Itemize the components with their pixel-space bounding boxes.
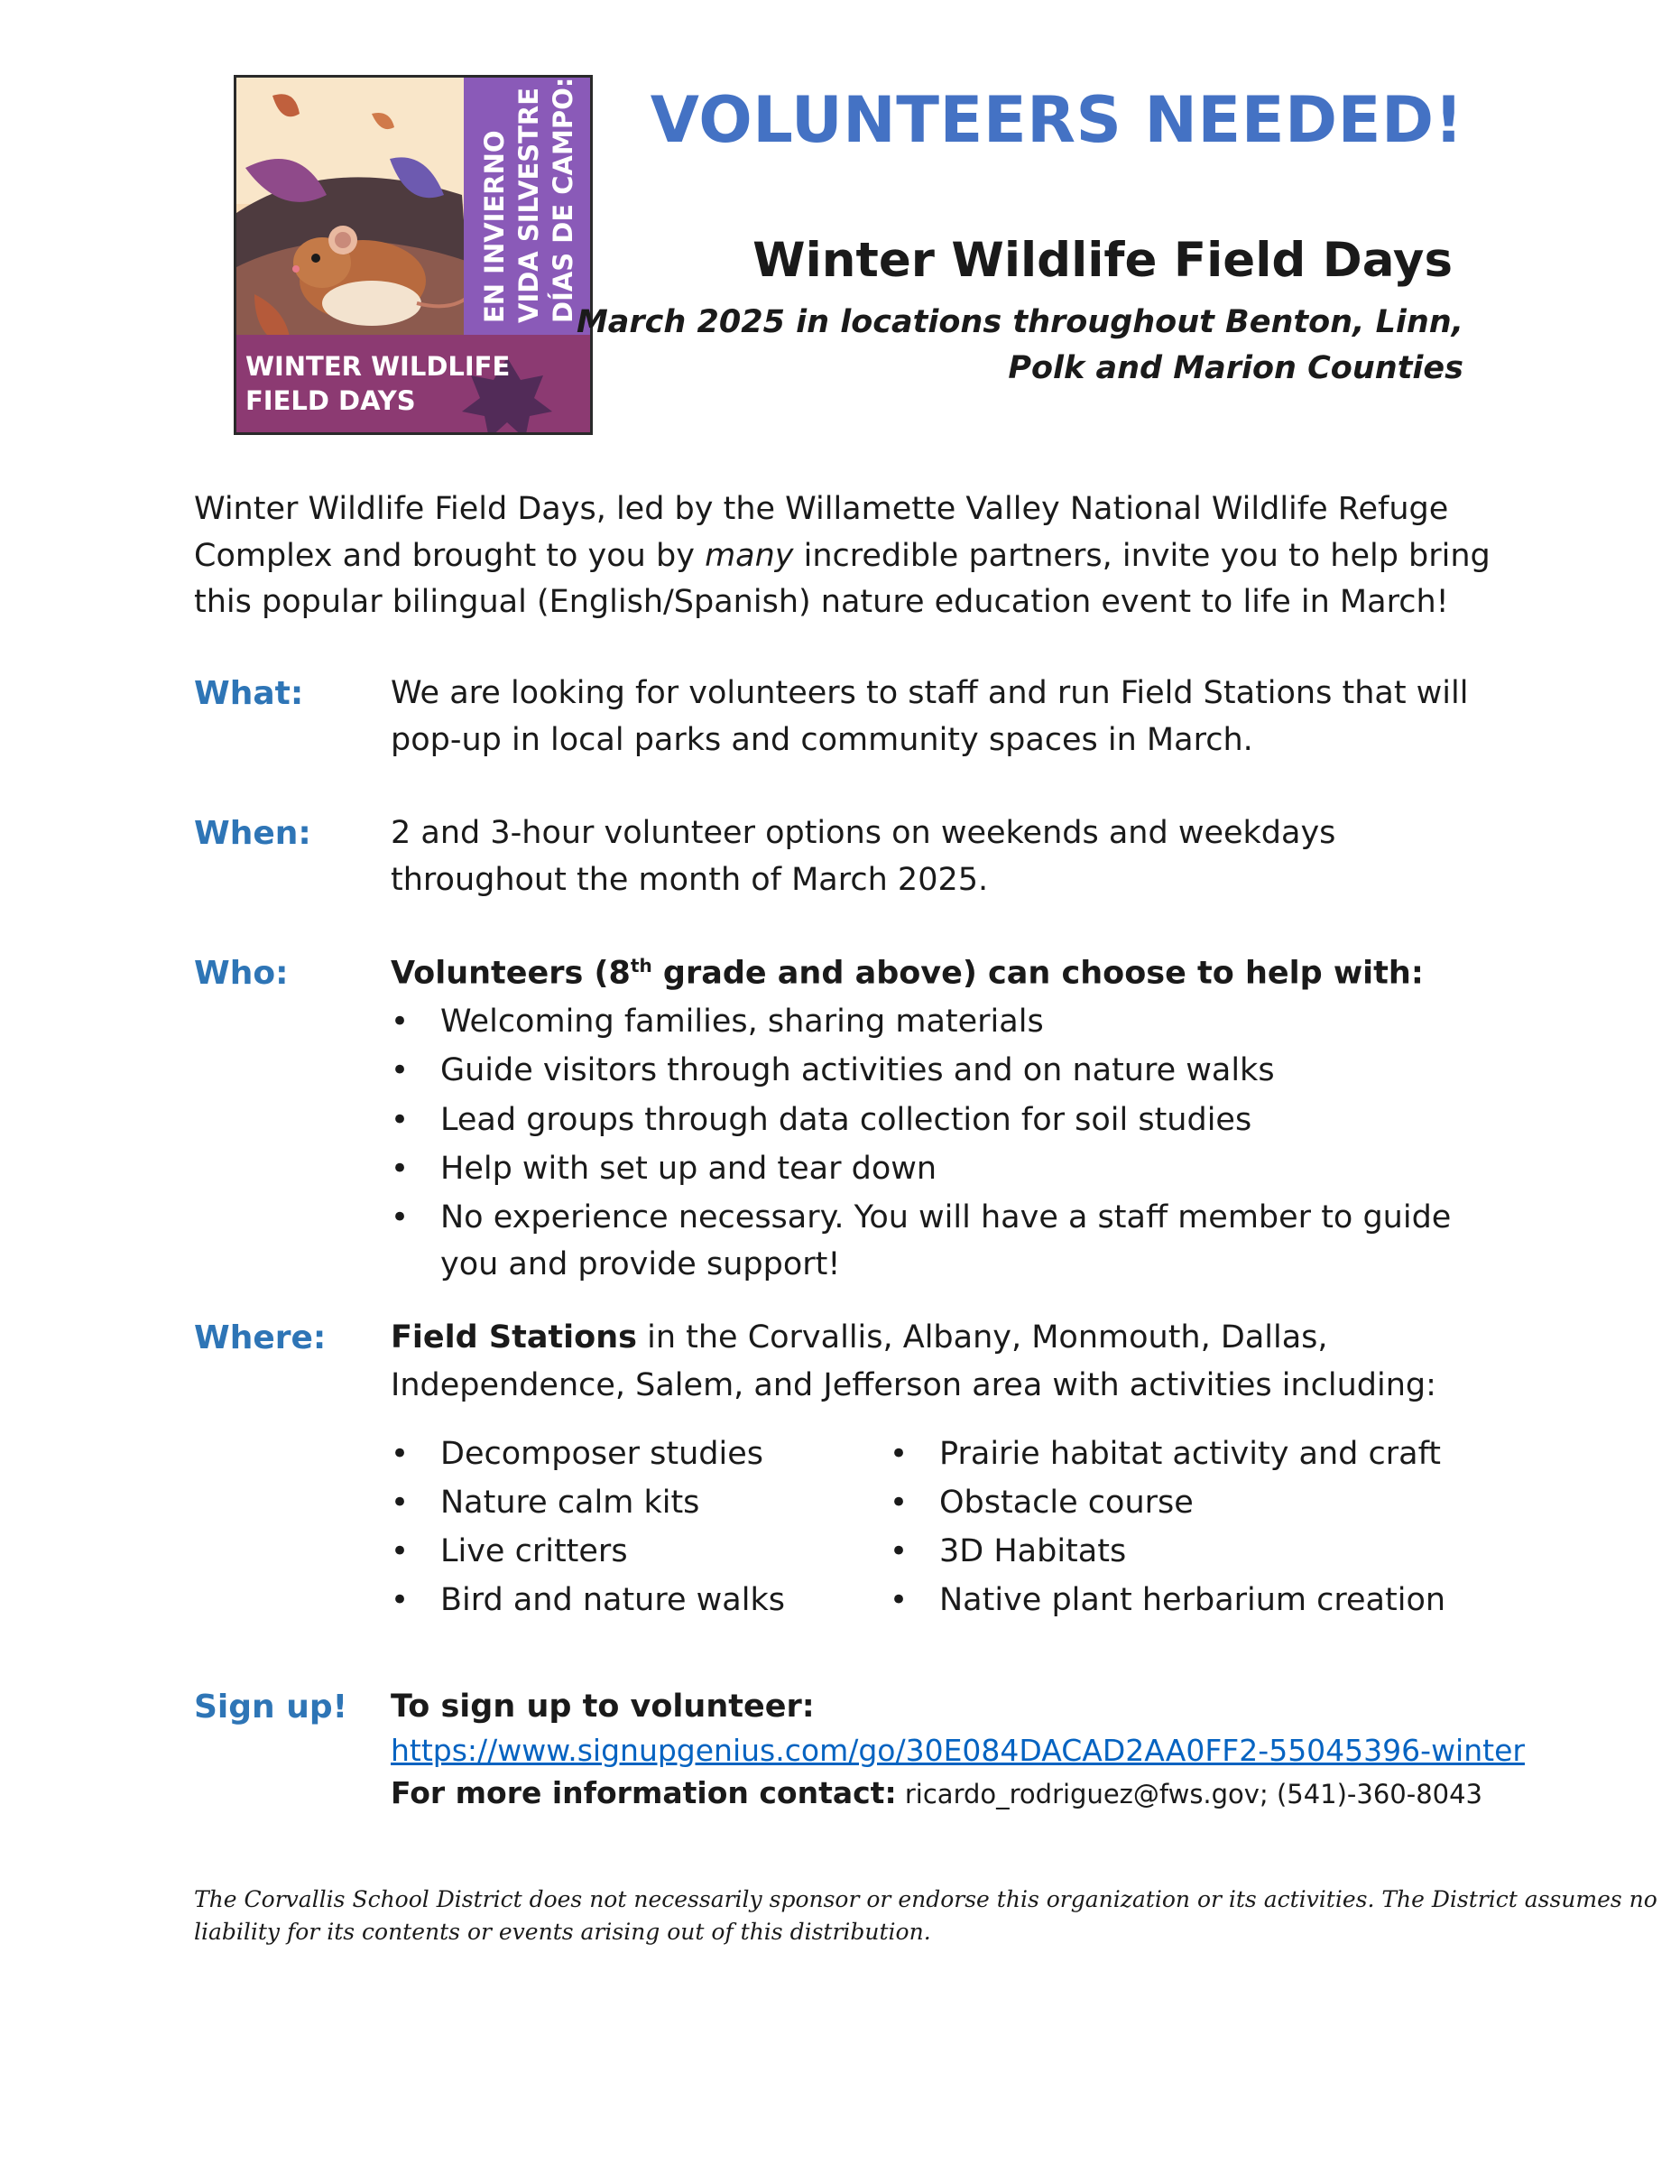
when-label: When:	[194, 815, 311, 852]
who-heading-superscript: th	[630, 955, 652, 976]
who-bullet-text: Lead groups through data collection for soil studies	[440, 1102, 1252, 1138]
activity-item	[391, 1436, 842, 1479]
event-logo	[234, 75, 593, 435]
what-line-1: We are looking for volunteers to staff and run Field Stations that will	[391, 675, 1469, 711]
where-line-1	[391, 1319, 1328, 1356]
headline: VOLUNTEERS NEEDED!	[650, 83, 1463, 157]
what-line-2: pop-up in local parks and community spaces in March.	[391, 722, 1253, 758]
where-bold-text: Field Stations	[391, 1319, 637, 1356]
bullet-icon: •	[391, 1151, 410, 1187]
activity-text: Obstacle course	[939, 1485, 1194, 1521]
bullet-icon: •	[391, 1102, 410, 1138]
bullet-icon: •	[890, 1533, 909, 1569]
activity-text: Bird and nature walks	[440, 1582, 785, 1618]
contact-value: ricardo_rodriguez@fws.gov; (541)-360-8043	[896, 1779, 1483, 1809]
activity-item	[391, 1485, 842, 1528]
activity-text: Live critters	[440, 1533, 628, 1569]
when-line-2: throughout the month of March 2025.	[391, 862, 989, 898]
where-label: Where:	[194, 1319, 327, 1356]
activity-text: Native plant herbarium creation	[939, 1582, 1446, 1618]
intro-line-3: this popular bilingual (English/Spanish) nature education event to life in March!	[194, 584, 1449, 620]
signup-link[interactable]: https://www.signupgenius.com/go/30E084DACAD2AA0FF2-55045396-winter	[391, 1733, 1525, 1768]
bullet-icon: •	[391, 1533, 410, 1569]
mouse-and-leaves-illustration-icon	[236, 78, 590, 432]
what-label: What:	[194, 675, 304, 712]
bullet-icon: •	[391, 1199, 410, 1235]
activity-item	[890, 1485, 1521, 1528]
event-title: Winter Wildlife Field Days	[752, 233, 1453, 288]
bullet-icon: •	[890, 1485, 909, 1521]
who-bullet-text: Welcoming families, sharing materials	[440, 1004, 1044, 1040]
who-bullet	[391, 1004, 1473, 1047]
signup-label: Sign up!	[194, 1689, 348, 1726]
who-heading-text: Volunteers (8	[391, 955, 631, 992]
who-bullet	[391, 1199, 1473, 1243]
signup-heading: To sign up to volunteer:	[391, 1689, 815, 1725]
where-line-2: Independence, Salem, and Jefferson area with activities including:	[391, 1367, 1436, 1403]
logo-banner-line-1: WINTER WILDLIFE	[245, 351, 511, 382]
activity-text: 3D Habitats	[939, 1533, 1127, 1569]
disclaimer-line-1: The Corvallis School District does not necessarily sponsor or endorse this organization or its activities. The District assumes no	[194, 1886, 1657, 1912]
who-bullet-text: No experience necessary. You will have a staff member to guide	[440, 1199, 1452, 1235]
who-bullet	[391, 1052, 1473, 1096]
contact-line	[391, 1775, 1482, 1810]
intro-emphasis: many	[705, 538, 794, 574]
bullet-icon: •	[391, 1004, 410, 1040]
who-heading-text: grade and above) can choose to help with:	[651, 955, 1424, 992]
activity-item	[890, 1533, 1521, 1577]
intro-line-2	[194, 538, 1491, 574]
event-subtitle-line-1: March 2025 in locations throughout Benton, Linn,	[576, 304, 1463, 340]
logo-vertical-line-1: DÍAS DE CAMPO:	[548, 78, 578, 323]
logo-vertical-line-2: VIDA SILVESTRE	[513, 87, 544, 323]
disclaimer-line-2: liability for its contents or events arising out of this distribution.	[194, 1919, 931, 1945]
who-heading	[391, 955, 1424, 992]
bullet-icon: •	[391, 1436, 410, 1472]
bullet-icon: •	[890, 1436, 909, 1472]
bullet-icon: •	[391, 1052, 410, 1088]
when-line-1: 2 and 3-hour volunteer options on weekends and weekdays	[391, 815, 1336, 851]
bullet-icon: •	[391, 1582, 410, 1618]
activity-text: Nature calm kits	[440, 1485, 700, 1521]
who-label: Who:	[194, 955, 289, 992]
who-bullet-text: Help with set up and tear down	[440, 1151, 937, 1187]
activity-text: Prairie habitat activity and craft	[939, 1436, 1442, 1472]
intro-text: incredible partners, invite you to help bring	[793, 538, 1491, 574]
who-bullet	[391, 1151, 1473, 1194]
activity-text: Decomposer studies	[440, 1436, 763, 1472]
activity-item	[391, 1533, 842, 1577]
event-subtitle-line-2: Polk and Marion Counties	[1008, 350, 1463, 386]
intro-line-1: Winter Wildlife Field Days, led by the Willamette Valley National Wildlife Refuge	[194, 491, 1449, 527]
activity-item	[890, 1436, 1521, 1479]
activity-item	[890, 1582, 1521, 1625]
activity-item	[391, 1582, 842, 1625]
bullet-icon: •	[391, 1485, 410, 1521]
intro-text: Complex and brought to you by	[194, 538, 706, 574]
logo-vertical-line-3: EN INVIERNO	[479, 130, 510, 323]
contact-label: For more information contact:	[391, 1775, 897, 1810]
who-bullet-continuation: you and provide support!	[440, 1246, 841, 1282]
who-bullet-text: Guide visitors through activities and on nature walks	[440, 1052, 1275, 1088]
where-text: in the Corvallis, Albany, Monmouth, Dallas,	[636, 1319, 1328, 1356]
who-bullet	[391, 1102, 1473, 1145]
logo-banner-line-2: FIELD DAYS	[245, 385, 416, 416]
bullet-icon: •	[890, 1582, 909, 1618]
